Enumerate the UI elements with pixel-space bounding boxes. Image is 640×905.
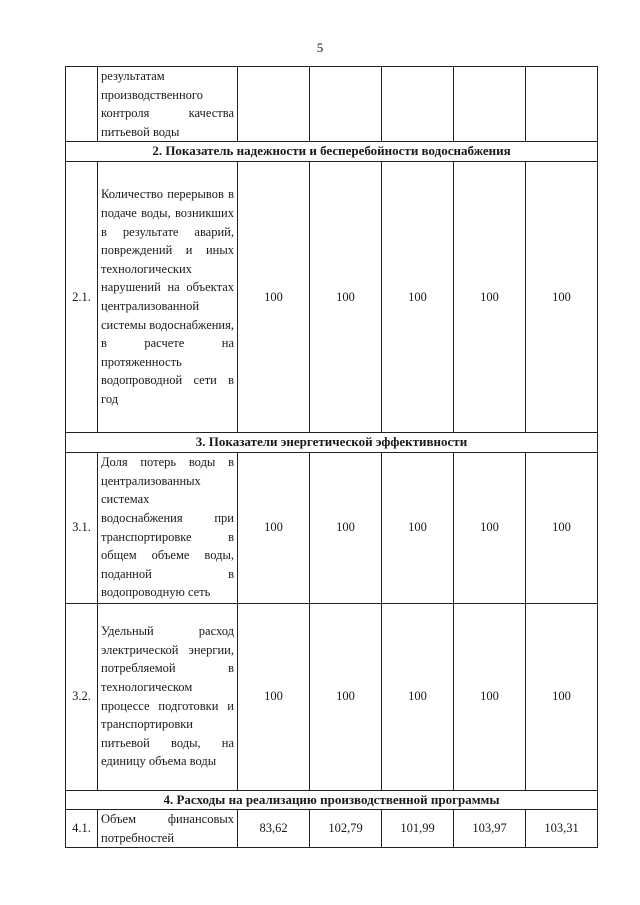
value-cell — [454, 67, 526, 142]
value-cell: 100 — [238, 161, 310, 432]
section-header-row — [66, 142, 598, 162]
value-cell — [238, 67, 310, 142]
value-cell: 100 — [310, 603, 382, 790]
row-number-cell — [66, 67, 98, 142]
value-cell — [526, 67, 598, 142]
page-number: 5 — [316, 40, 324, 55]
value-cell: 100 — [454, 603, 526, 790]
row-number: 2.1. — [66, 161, 98, 432]
row-number: 3.1. — [66, 452, 98, 603]
value-cell: 100 — [238, 603, 310, 790]
value-cell — [310, 67, 382, 142]
table-row — [66, 161, 598, 432]
row-number: 3.2. — [66, 603, 98, 790]
table-row — [66, 603, 598, 790]
row-description: Количество перерывов в подаче воды, возникших в результате аварий, повреждений и иных технологических нарушений на объектах централизованной системы водоснабжения, в расчете на протяженность водопроводной сети в год — [98, 161, 238, 432]
table-row — [66, 810, 598, 848]
value-cell: 100 — [454, 452, 526, 603]
row-description: результатам производственного контроля качества питьевой воды — [98, 67, 238, 142]
indicators-table — [65, 66, 598, 848]
value-cell: 102,79 — [310, 810, 382, 848]
value-cell — [382, 67, 454, 142]
section-title: 3. Показатели энергетической эффективности — [66, 432, 598, 452]
value-cell: 100 — [454, 161, 526, 432]
row-description: Удельный расход электрической энергии, потребляемой в технологическом процессе подготовки и транспортировки питьевой воды, на единицу объема воды — [98, 603, 238, 790]
section-header-row — [66, 432, 598, 452]
section-header-row — [66, 790, 598, 810]
value-cell: 100 — [526, 603, 598, 790]
value-cell: 100 — [526, 161, 598, 432]
value-cell: 103,97 — [454, 810, 526, 848]
section-title: 2. Показатель надежности и бесперебойности водоснабжения — [66, 142, 598, 162]
value-cell: 100 — [310, 161, 382, 432]
value-cell: 100 — [382, 161, 454, 432]
row-number: 4.1. — [66, 810, 98, 848]
section-title: 4. Расходы на реализацию производственной программы — [66, 790, 598, 810]
table-row-continued — [66, 67, 598, 142]
value-cell: 100 — [238, 452, 310, 603]
value-cell: 100 — [382, 603, 454, 790]
row-description: Объем финансовых потребностей — [98, 810, 238, 848]
value-cell: 103,31 — [526, 810, 598, 848]
table-row — [66, 452, 598, 603]
value-cell: 100 — [382, 452, 454, 603]
value-cell: 100 — [526, 452, 598, 603]
value-cell: 100 — [310, 452, 382, 603]
row-description: Доля потерь воды в централизованных системах водоснабжения при транспортировке в общем объеме воды, поданной в водопроводную сеть — [98, 452, 238, 603]
value-cell: 83,62 — [238, 810, 310, 848]
value-cell: 101,99 — [382, 810, 454, 848]
